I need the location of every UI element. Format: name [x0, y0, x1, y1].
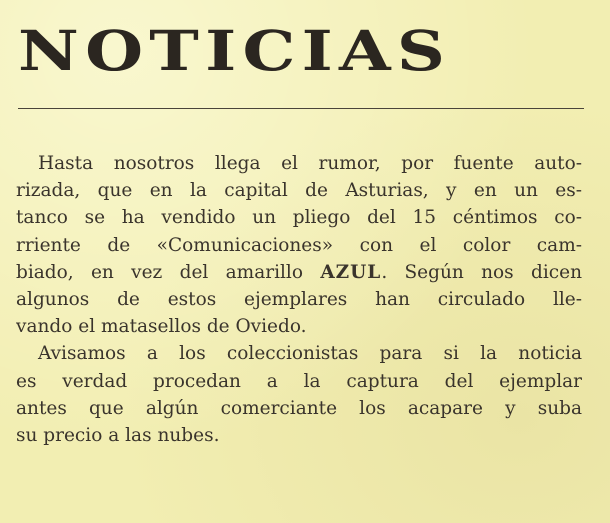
text-line: Avisamos a los coleccionistas para si la noticia	[38, 343, 582, 365]
text-line: vando el matasellos de Oviedo.	[16, 316, 307, 338]
text-line: su precio a las nubes.	[16, 424, 220, 446]
text-line: antes que algún comerciante los acapare y suba	[16, 397, 582, 419]
text-line-mixed	[16, 259, 582, 286]
text-line: Hasta nosotros llega el rumor, por fuente auto-	[38, 153, 582, 174]
text-line: algunos de estos ejemplares han circulado lle-	[16, 288, 582, 310]
text-line: rizada, que en la capital de Asturias, y en un es-	[16, 180, 582, 202]
text-line: rriente de «Comunicaciones» con el color cam-	[16, 234, 582, 256]
headline-divider	[18, 108, 584, 109]
text-line: tanco se ha vendido un pliego del 15 céntimos co-	[16, 207, 582, 229]
emphasized-word: AZUL	[320, 261, 382, 283]
headline: NOTICIAS	[18, 19, 452, 84]
text-fragment: biado, en vez del amarillo	[16, 261, 303, 283]
text-line: es verdad procedan a la captura del ejemplar	[16, 370, 582, 392]
text-fragment: . Según nos dicen	[381, 261, 582, 283]
article-body	[16, 150, 582, 449]
